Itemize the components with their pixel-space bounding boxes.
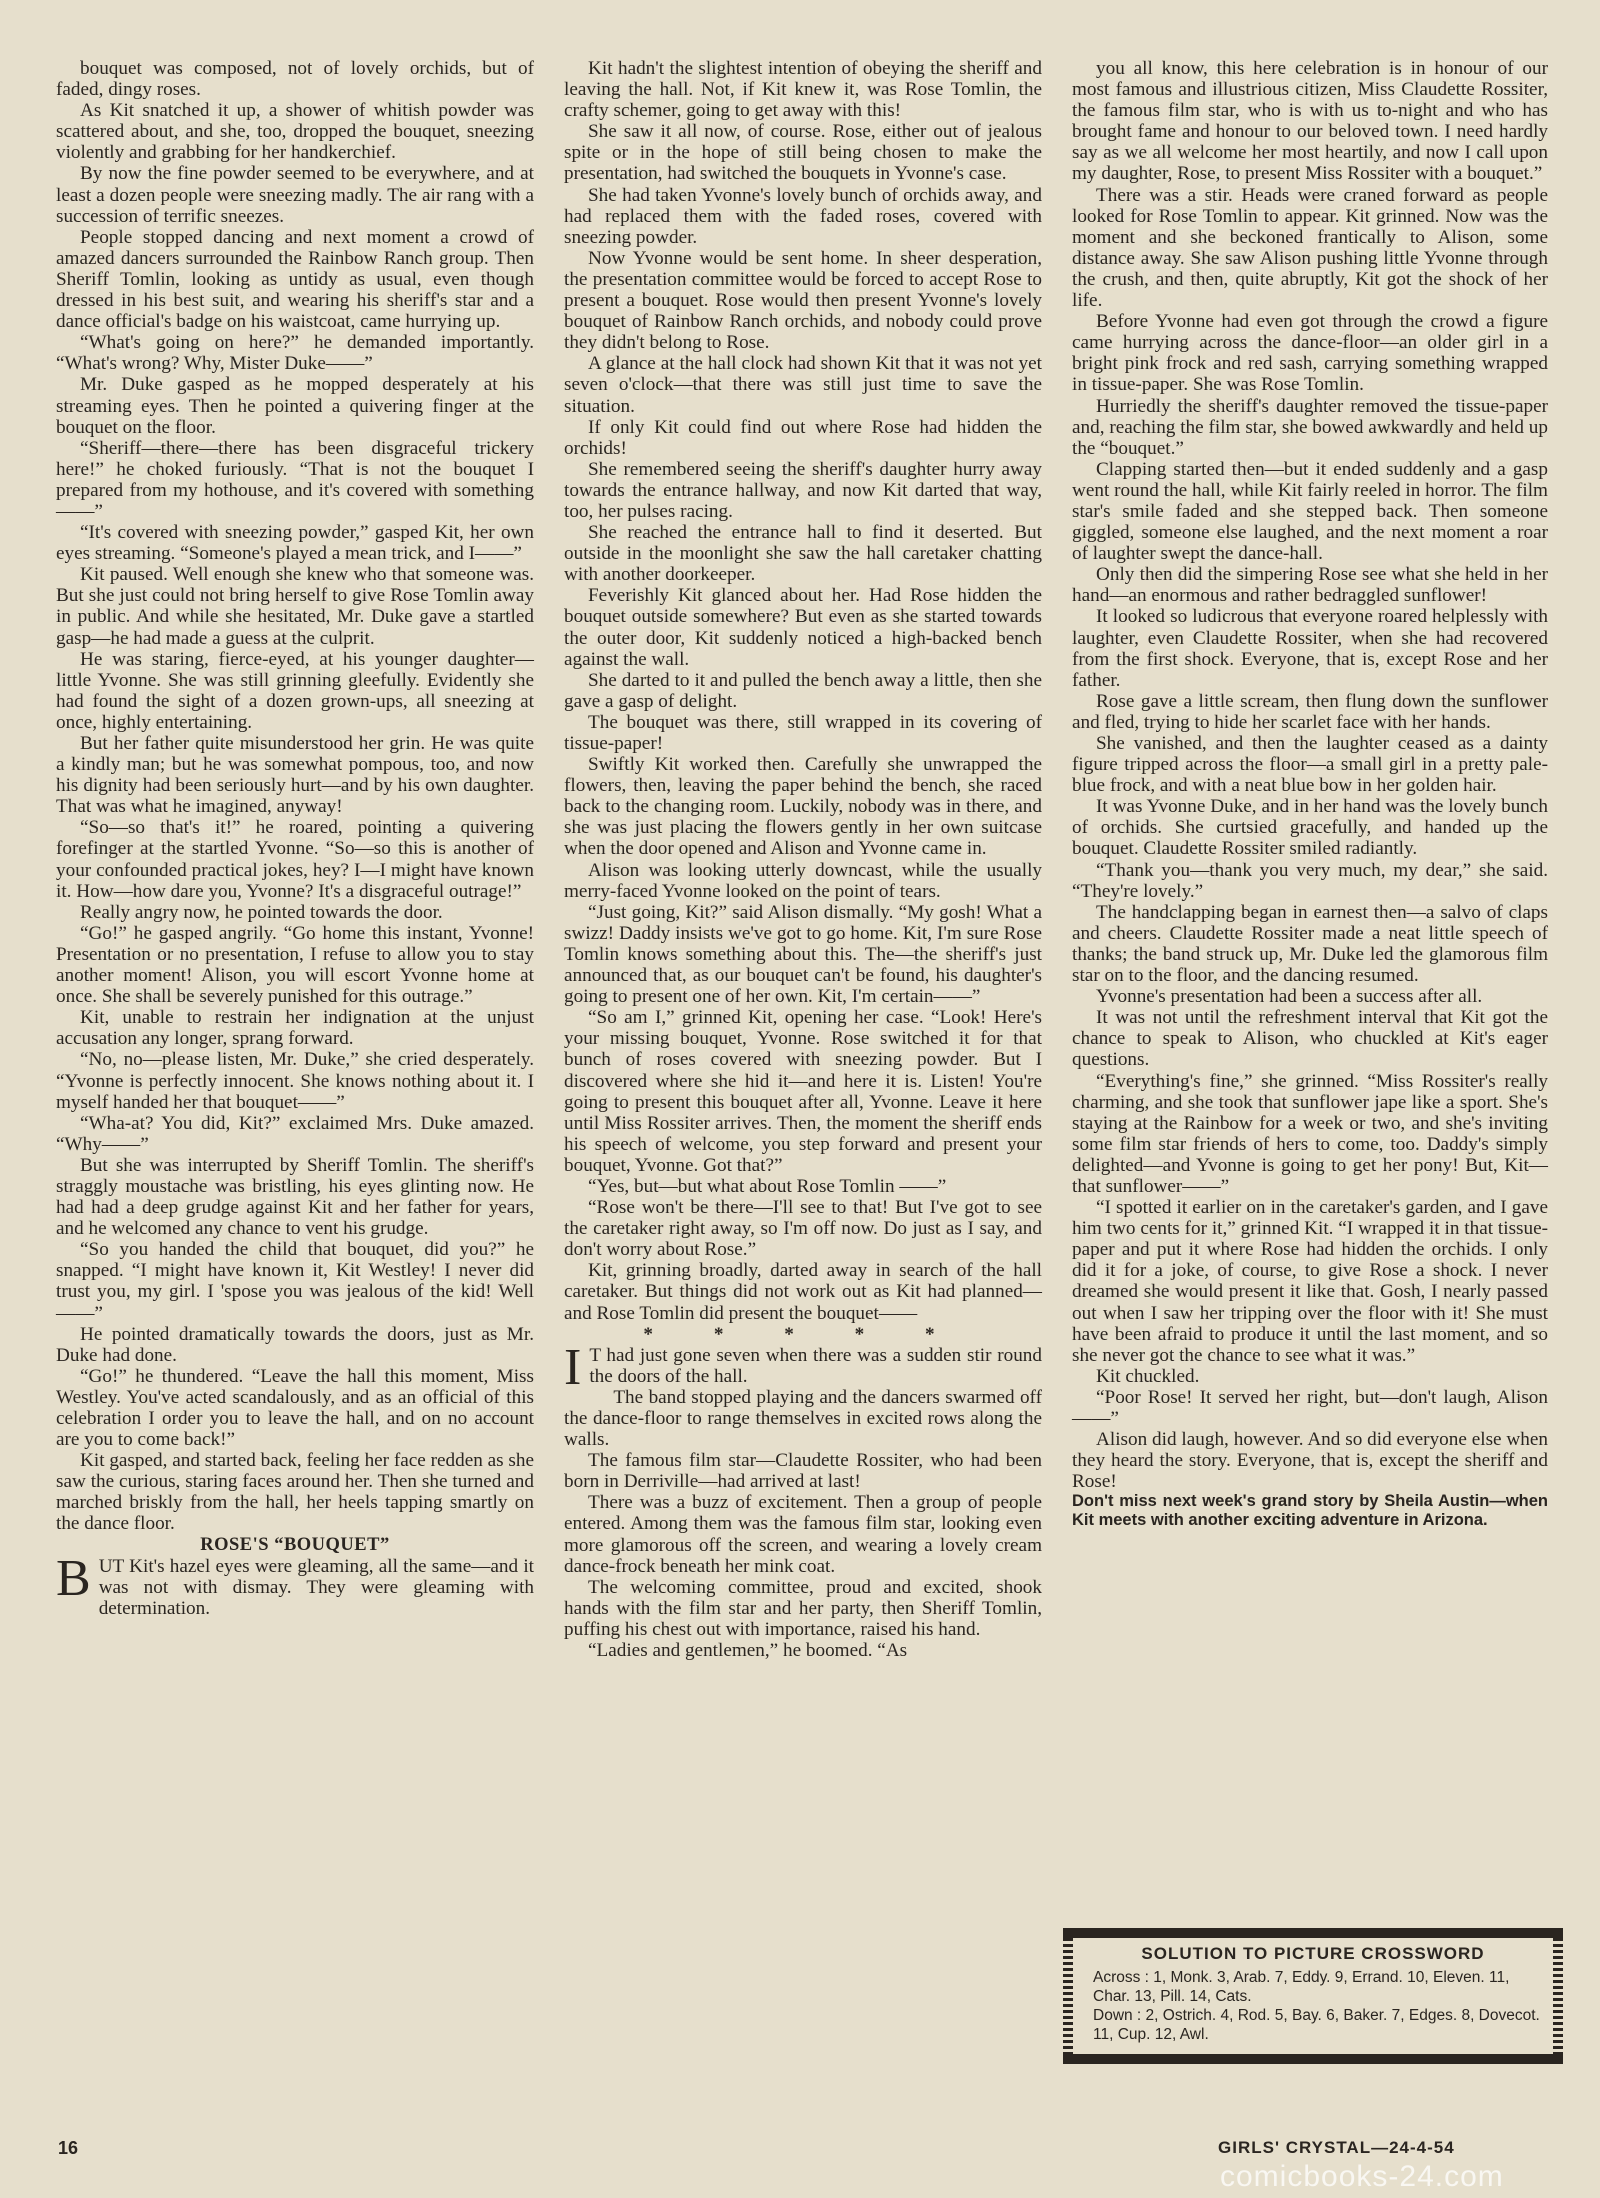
page-number: 16 bbox=[58, 2138, 79, 2158]
paragraph: Before Yvonne had even got through the crowd a figure came hurrying across the dance-floor—an older girl in a bright pink frock and red sash, carrying something wrapped in tissue-paper. She was Rose Tomlin. bbox=[1072, 311, 1548, 396]
paragraph: “So you handed the child that bouquet, did you?” he snapped. “I might have known it, Kit Westley! I never did trust you, my girl. I 'spose you was jealous of the kid! Well——” bbox=[56, 1239, 534, 1324]
paragraph: “Just going, Kit?” said Alison dismally. “My gosh! What a swizz! Daddy insists we've got to go home. Kit, I'm sure Rose Tomlin knows something about this. The—the sheriff's just announced that, as our bouquet can't be found, his daughter's going to present one of her own. Kit, I'm certain——” bbox=[564, 901, 1042, 1008]
paragraph: “I spotted it earlier on in the caretaker's garden, and I gave him two cents for it,” grinned Kit. “I wrapped it in that tissue-paper and put it where Rose had hidden the orchids. I only did it for a joke, of course, to give Rose a shock. I never dreamed she would present it like that. Gosh, I nearly passed out when I saw her tripping over the floor with it! She must have been afraid to produce it until the last moment, and so she never got the chance to see what it was.” bbox=[1072, 1197, 1548, 1366]
paragraph: “What's going on here?” he demanded importantly. “What's wrong? Why, Mister Duke——” bbox=[56, 332, 534, 375]
paragraph: People stopped dancing and next moment a crowd of amazed dancers surrounded the Rainbow Ranch group. Then Sheriff Tomlin, looking as untidy as usual, even though dressed in his best suit, and wearing his sheriff's star and a dance official's badge on his waistcoat, came hurrying up. bbox=[56, 226, 534, 333]
dropcap-paragraph-text: UT Kit's hazel eyes were gleaming, all the same—and it was not with dismay. They were gleaming with determination. bbox=[98, 1555, 534, 1619]
paragraph: bouquet was composed, not of lovely orchids, but of faded, dingy roses. bbox=[56, 58, 534, 101]
paragraph: There was a stir. Heads were craned forward as people looked for Rose Tomlin to appear. Kit grinned. Now was the moment and she beckoned frantically to Alison, some distance away. She saw Alison pushing little Yvonne through the crush, and then, quite abruptly, Kit got the shock of her life. bbox=[1072, 184, 1548, 312]
text-column-1 bbox=[56, 58, 534, 1619]
paragraph: As Kit snatched it up, a shower of whitish powder was scattered about, and she, too, dropped the bouquet, sneezing violently and grabbing for her handkerchief. bbox=[56, 100, 534, 164]
paragraph: Swiftly Kit worked then. Carefully she unwrapped the flowers, then, leaving the paper behind the bench, she raced back to the changing room. Luckily, nobody was in there, and she was just placing the flowers gently in her own suitcase when the door opened and Alison and Yvonne came in. bbox=[564, 754, 1042, 860]
paragraph: By now the fine powder seemed to be everywhere, and at least a dozen people were sneezing madly. The air rang with a succession of terrific sneezes. bbox=[56, 163, 534, 227]
paragraph: She remembered seeing the sheriff's daughter hurry away towards the entrance hallway, and now Kit darted that way, too, her pulses racing. bbox=[564, 458, 1042, 522]
paragraph: “Poor Rose! It served her right, but—don't laugh, Alison——” bbox=[1072, 1386, 1548, 1429]
paragraph: Kit paused. Well enough she knew who that someone was. But she just could not bring herself to give Rose Tomlin away in public. And while she hesitated, Mr. Duke gave a startled gasp—he had made a guess at the culprit. bbox=[56, 564, 534, 649]
paragraph: He was staring, fierce-eyed, at his younger daughter—little Yvonne. She was still grinning gleefully. Evidently she had found the sight of a dozen grown-ups, all sneezing at once, highly entertaining. bbox=[56, 648, 534, 733]
paragraph: Hurriedly the sheriff's daughter removed the tissue-paper and, reaching the film star, she bowed awkwardly and held up the “bouquet.” bbox=[1072, 395, 1548, 459]
paragraph: The welcoming committee, proud and excited, shook hands with the film star and her party, then Sheriff Tomlin, puffing his chest out with importance, raised his hand. bbox=[564, 1576, 1042, 1640]
paragraph: “Rose won't be there—I'll see to that! But I've got to see the caretaker right away, so I'm off now. Do just as I say, and don't worry about Rose.” bbox=[564, 1197, 1042, 1261]
paragraph: But she was interrupted by Sheriff Tomlin. The sheriff's straggly moustache was bristling, his eyes glinting now. He had had a deep grudge against Kit and her father for years, and he welcomed any chance to vent his grudge. bbox=[56, 1154, 534, 1240]
paragraph: “It's covered with sneezing powder,” gasped Kit, her own eyes streaming. “Someone's played a mean trick, and I——” bbox=[56, 522, 534, 565]
paragraph: Kit, unable to restrain her indignation at the unjust accusation any longer, sprang forward. bbox=[56, 1007, 534, 1050]
crossword-solution-down: Down : 2, Ostrich. 4, Rod. 5, Bay. 6, Baker. 7, Edges. 8, Dovecot. 11, Cup. 12, Awl. bbox=[1093, 2007, 1540, 2043]
text-column-3 bbox=[1072, 58, 1548, 1530]
paragraph: She had taken Yvonne's lovely bunch of orchids away, and had replaced them with the faded roses, covered with sneezing powder. bbox=[564, 184, 1042, 248]
magazine-footer-title: GIRLS' CRYSTAL—24-4-54 bbox=[1218, 2138, 1455, 2157]
text-column-2 bbox=[564, 58, 1042, 1661]
paragraph: It looked so ludicrous that everyone roared helplessly with laughter, even Claudette Rossiter, when she had recovered from the first shock. Everyone, that is, except Rose and her father. bbox=[1072, 606, 1548, 691]
dropcap-paragraph bbox=[564, 1338, 1042, 1396]
dropcap-paragraph-text: T had just gone seven when there was a sudden stir round the doors of the hall. bbox=[589, 1344, 1042, 1387]
paragraph: There was a buzz of excitement. Then a group of people entered. Among them was the famous film star, looking even more glamorous off the screen, and wearing a lovely cream dance-frock beneath her mink coat. bbox=[564, 1492, 1042, 1577]
paragraph: It was not until the refreshment interval that Kit got the chance to speak to Alison, who chuckled at Kit's eager questions. bbox=[1072, 1007, 1548, 1071]
paragraph: Kit hadn't the slightest intention of obeying the sheriff and leaving the hall. Not, if Kit knew it, was Rose Tomlin, the crafty schemer, going to get away with this! bbox=[564, 58, 1042, 122]
paragraph: Clapping started then—but it ended suddenly and a gasp went round the hall, while Kit fairly reeled in horror. The film star's smile faded and she stepped back. Then someone giggled, someone else laughed, and the next moment a roar of laughter swept the dance-hall. bbox=[1072, 458, 1548, 565]
paragraph: Alison was looking utterly downcast, while the usually merry-faced Yvonne looked on the point of tears. bbox=[564, 859, 1042, 902]
paragraph: “Yes, but—but what about Rose Tomlin ——” bbox=[588, 1175, 947, 1197]
paragraph: “Everything's fine,” she grinned. “Miss Rossiter's really charming, and she took that sunflower jape like a sport. She's staying at the Rainbow for a week or two, and she's inviting some film star friends of hers to come, too. Daddy's simply delighted—and Yvonne is going to get her pony! But, Kit—that sunflower——” bbox=[1072, 1070, 1548, 1197]
dropcap-letter: B bbox=[56, 1549, 91, 1607]
paragraph: “Wha-at? You did, Kit?” exclaimed Mrs. Duke amazed. “Why——” bbox=[56, 1112, 534, 1155]
paragraph: “So am I,” grinned Kit, opening her case. “Look! Here's your missing bouquet, Yvonne. Rose switched it for that bunch of roses covered with sneezing powder. But I discovered where she hid it—and here it is. Listen! You're going to present this bouquet after all, Yvonne. Leave it here until Miss Rossiter arrives. Then, the moment the sheriff ends his speech of welcome, you step forward and present your bouquet, Yvonne. Got that?” bbox=[564, 1007, 1042, 1176]
paragraph: The famous film star—Claudette Rossiter, who had been born in Derriville—had arrived at last! bbox=[564, 1450, 1042, 1493]
crossword-solution-box bbox=[1063, 1928, 1563, 2064]
paragraph: She darted to it and pulled the bench away a little, then she gave a gasp of delight. bbox=[564, 669, 1042, 712]
paragraph: She vanished, and then the laughter ceased as a dainty figure tripped across the floor—a small girl in a pretty pale-blue frock, and with a neat blue bow in her golden hair. bbox=[1072, 733, 1548, 797]
paragraph: “So—so that's it!” he roared, pointing a quivering forefinger at the startled Yvonne. “So—so this is another of your confounded practical jokes, hey? I—I might have known it. How—how dare you, Yvonne? It's a disgraceful outrage!” bbox=[56, 817, 534, 902]
paragraph: Feverishly Kit glanced about her. Had Rose hidden the bouquet outside somewhere? But even as she started towards the outer door, Kit suddenly noticed a high-backed bench against the wall. bbox=[564, 585, 1042, 670]
paragraph: “Sheriff—there—there has been disgraceful trickery here!” he choked furiously. “That is not the bouquet I prepared from my hothouse, and it's covered with something——” bbox=[56, 437, 534, 522]
dropcap-paragraph bbox=[56, 1549, 534, 1619]
paragraph: “Go!” he thundered. “Leave the hall this moment, Miss Westley. You've acted scandalously, and as an official of this celebration I order you to leave the hall, and on no account are you to come back!” bbox=[56, 1365, 534, 1451]
paragraph: A glance at the hall clock had shown Kit that it was not yet seven o'clock—that there was still just time to save the situation. bbox=[564, 353, 1042, 417]
next-week-notice: Don't miss next week's grand story by Sheila Austin—when Kit meets with another exciting adventure in Arizona. bbox=[1072, 1492, 1548, 1530]
crossword-solution-title: SOLUTION TO PICTURE CROSSWORD bbox=[1141, 1944, 1485, 1963]
paragraph: Only then did the simpering Rose see what she held in her hand—an enormous and rather bedraggled sunflower! bbox=[1072, 564, 1548, 607]
paragraph: “Ladies and gentlemen,” he boomed. “As bbox=[588, 1640, 908, 1662]
paragraph: Rose gave a little scream, then flung down the sunflower and fled, trying to hide her scarlet face with her hands. bbox=[1072, 690, 1548, 733]
paragraph: He pointed dramatically towards the doors, just as Mr. Duke had done. bbox=[56, 1323, 534, 1366]
section-break: * * * * * bbox=[643, 1323, 963, 1345]
crossword-solution-across: Across : 1, Monk. 3, Arab. 7, Eddy. 9, Errand. 10, Eleven. 11, Char. 13, Pill. 14, Cats. bbox=[1093, 1969, 1510, 2005]
paragraph: She saw it all now, of course. Rose, either out of jealous spite or in the hope of still being chosen to make the presentation, had switched the bouquets in Yvonne's case. bbox=[564, 121, 1042, 185]
paragraph: “Go!” he gasped angrily. “Go home this instant, Yvonne! Presentation or no presentation, I refuse to allow you to stay another moment! Alison, you will escort Yvonne home at once. She shall be severely punished for this outrage.” bbox=[56, 922, 534, 1008]
paragraph: Really angry now, he pointed towards the door. bbox=[80, 901, 443, 923]
paragraph: If only Kit could find out where Rose had hidden the orchids! bbox=[564, 416, 1042, 459]
paragraph: Kit chuckled. bbox=[1096, 1365, 1200, 1387]
paragraph: Alison did laugh, however. And so did everyone else when they heard the story. Everyone, that is, except the sheriff and Rose! bbox=[1072, 1429, 1548, 1493]
section-heading: ROSE'S “BOUQUET” bbox=[200, 1534, 390, 1555]
paragraph: But her father quite misunderstood her grin. He was quite a kindly man; but he was somewhat pompous, too, and now his dignity had been seriously hurt—and by his own daughter. That was what he imagined, anyway! bbox=[56, 733, 534, 818]
dropcap-letter: I bbox=[564, 1338, 582, 1396]
paragraph: Kit gasped, and started back, feeling her face redden as she saw the curious, staring faces around her. Then she turned and marched briskly from the hall, her heels tapping smartly on the dance floor. bbox=[56, 1450, 534, 1535]
paragraph: “No, no—please listen, Mr. Duke,” she cried desperately. “Yvonne is perfectly innocent. She knows nothing about it. I myself handed her that bouquet——” bbox=[56, 1049, 534, 1113]
paragraph: “Thank you—thank you very much, my dear,” she said. “They're lovely.” bbox=[1072, 859, 1548, 902]
paragraph: It was Yvonne Duke, and in her hand was the lovely bunch of orchids. She curtsied gracefully, and handed up the bouquet. Claudette Rossiter smiled radiantly. bbox=[1072, 796, 1548, 860]
paragraph: The handclapping began in earnest then—a salvo of claps and cheers. Claudette Rossiter made a neat little speech of thanks; the band struck up, Mr. Duke led the glamorous film star on to the floor, and the dancing resumed. bbox=[1072, 901, 1548, 987]
paragraph: Yvonne's presentation had been a success after all. bbox=[1096, 986, 1483, 1008]
paragraph: Mr. Duke gasped as he mopped desperately at his streaming eyes. Then he pointed a quivering finger at the bouquet on the floor. bbox=[56, 374, 534, 438]
paragraph: you all know, this here celebration is in honour of our most famous and illustrious citizen, Miss Claudette Rossiter, the famous film star, who is with us to-night and who has brought fame and honour to our beloved town. I need hardly say as we all welcome her most heartily, and now I call upon my daughter, Rose, to present Miss Rossiter with a bouquet.” bbox=[1072, 58, 1548, 185]
paragraph: Now Yvonne would be sent home. In sheer desperation, the presentation committee would be forced to accept Rose to present a bouquet. Rose would then present Yvonne's lovely bouquet of Rainbow Ranch orchids, and nobody could prove they didn't belong to Rose. bbox=[564, 247, 1042, 354]
watermark: comicbooks-24.com bbox=[1220, 2160, 1504, 2193]
paragraph: She reached the entrance hall to find it deserted. But outside in the moonlight she saw the hall caretaker chatting with another doorkeeper. bbox=[564, 522, 1042, 586]
paragraph: The band stopped playing and the dancers swarmed off the dance-floor to range themselves in excited rows along the walls. bbox=[564, 1386, 1042, 1451]
paragraph: The bouquet was there, still wrapped in its covering of tissue-paper! bbox=[564, 711, 1042, 754]
paragraph: Kit, grinning broadly, darted away in search of the hall caretaker. But things did not work out as Kit had planned—and Rose Tomlin did present the bouquet—— bbox=[564, 1260, 1042, 1324]
